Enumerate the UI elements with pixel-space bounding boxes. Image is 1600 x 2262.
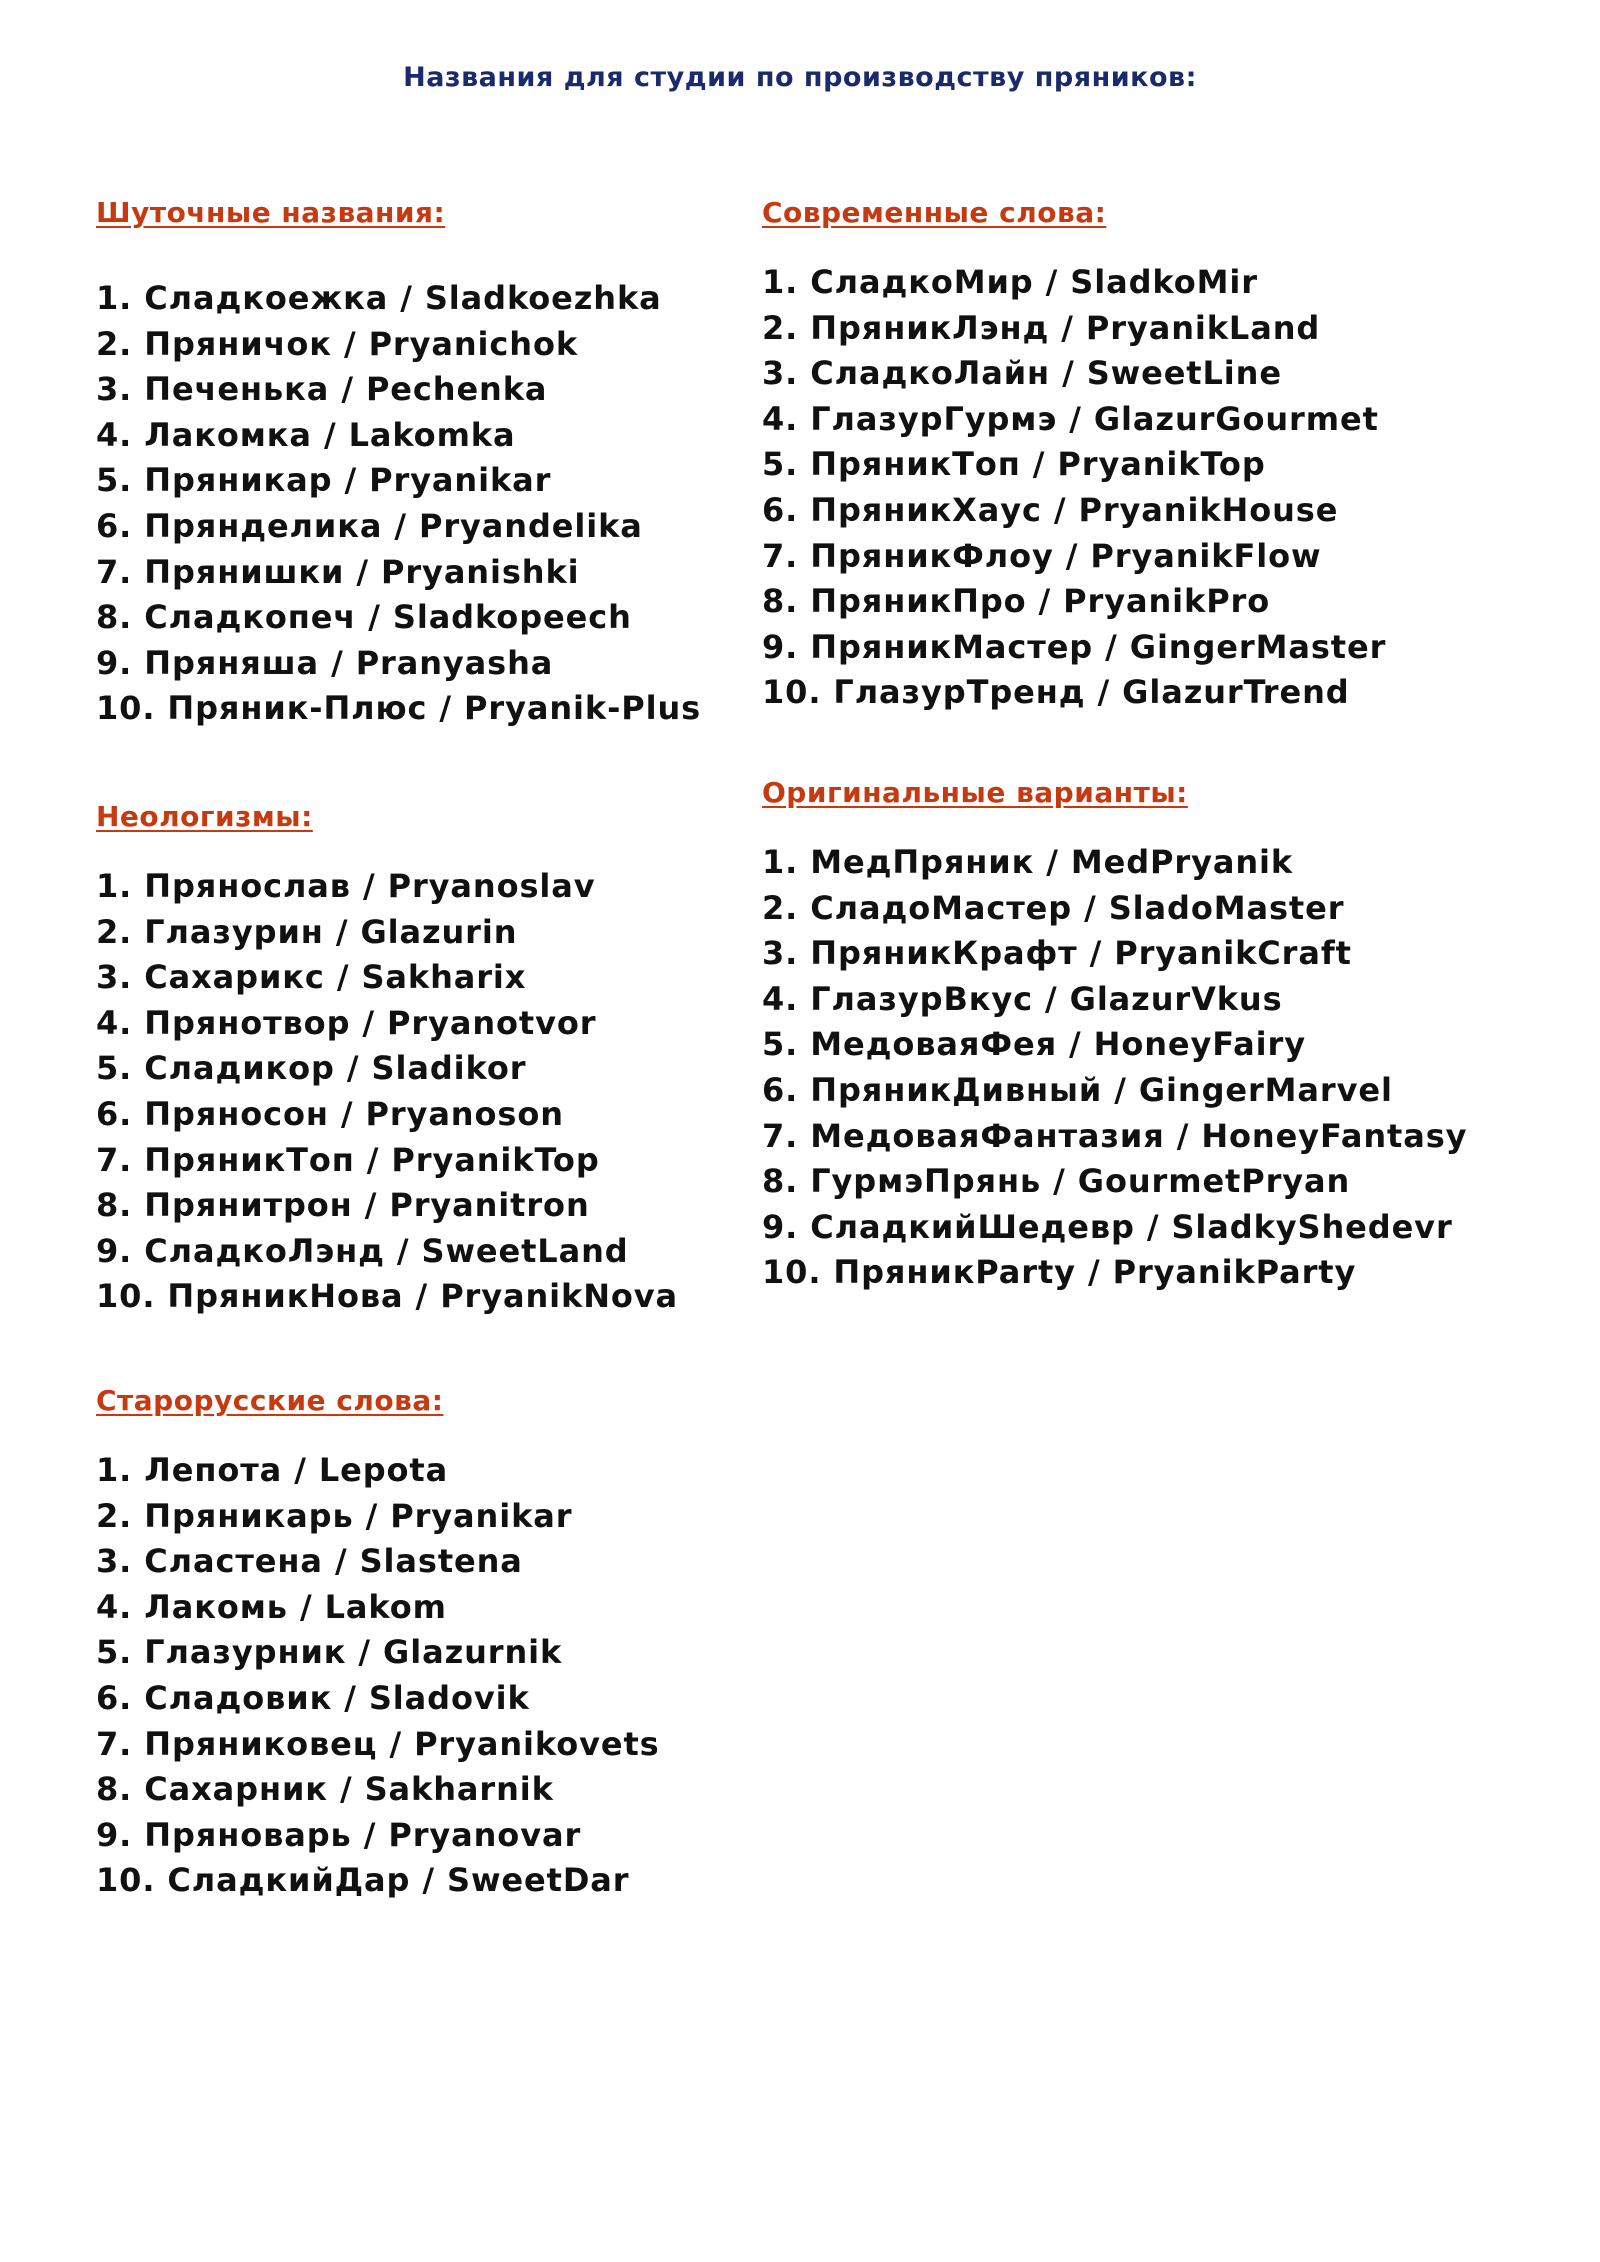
list-item: 2. СладоМастер / SladoMaster bbox=[762, 888, 1345, 927]
list-item: 6. Прянделика / Pryandelika bbox=[96, 506, 643, 545]
list-item: 2. Пряникарь / Pryanikar bbox=[96, 1496, 573, 1535]
list-item: 1. СладкоМир / SladkoMir bbox=[762, 263, 1258, 301]
list-item: 5. Сладикор / Sladikor bbox=[96, 1049, 527, 1088]
name-list bbox=[762, 840, 1467, 1296]
section-heading: Оригинальные варианты: bbox=[762, 776, 1188, 809]
list-item: 8. Прянитрон / Pryanitron bbox=[96, 1186, 590, 1225]
list-item: 10. СладкийДар / SweetDar bbox=[96, 1861, 630, 1900]
list-item: 8. ПряникПро / PryanikPro bbox=[762, 582, 1271, 621]
list-item: 1. Прянослав / Pryanoslav bbox=[96, 867, 596, 905]
list-item: 7. Пряниковец / Pryanikovets bbox=[96, 1724, 660, 1763]
list-item: 4. ГлазурГурмэ / GlazurGourmet bbox=[762, 399, 1379, 438]
section-heading: Старорусские слова: bbox=[96, 1384, 444, 1417]
list-item: 10. ПряникParty / PryanikParty bbox=[762, 1253, 1357, 1292]
list-item: 8. ГурмэПрянь / GourmetPryan bbox=[762, 1162, 1351, 1201]
page-title: Названия для студии по производству пряников: bbox=[403, 62, 1197, 93]
list-item: 7. МедоваяФантазия / HoneyFantasy bbox=[762, 1116, 1468, 1155]
list-item: 10. ГлазурТренд / GlazurTrend bbox=[762, 673, 1350, 712]
name-list bbox=[96, 864, 678, 1320]
section-heading: Неологизмы: bbox=[96, 800, 313, 833]
list-item: 5. Пряникар / Pryanikar bbox=[96, 461, 552, 500]
list-item: 5. Глазурник / Glazurnik bbox=[96, 1633, 563, 1672]
section-old-russian bbox=[96, 1384, 660, 1904]
section-heading: Современные слова: bbox=[762, 196, 1107, 229]
list-item: 6. ПряникХаус / PryanikHouse bbox=[762, 490, 1339, 529]
list-item: 3. СладкоЛайн / SweetLine bbox=[762, 354, 1282, 393]
section-modern-words bbox=[762, 196, 1386, 716]
list-item: 3. ПряникКрафт / PryanikCraft bbox=[762, 934, 1352, 973]
list-item: 4. Лакомка / Lakomka bbox=[96, 415, 516, 454]
list-item: 1. Лепота / Lepota bbox=[96, 1451, 449, 1489]
list-item: 2. Пряничок / Pryanichok bbox=[96, 324, 579, 363]
list-item: 9. СладкийШедевр / SladkyShedevr bbox=[762, 1207, 1453, 1246]
name-list bbox=[762, 260, 1386, 716]
list-item: 7. Прянишки / Pryanishki bbox=[96, 552, 580, 591]
list-item: 10. ПряникНова / PryanikNova bbox=[96, 1277, 679, 1316]
list-item: 6. Пряносон / Pryanoson bbox=[96, 1094, 564, 1133]
name-list bbox=[96, 276, 701, 732]
list-item: 7. ПряникФлоу / PryanikFlow bbox=[762, 536, 1322, 575]
list-item: 6. ПряникДивный / GingerMarvel bbox=[762, 1070, 1393, 1109]
list-item: 4. Прянотвор / Pryanotvor bbox=[96, 1003, 597, 1042]
list-item: 2. Глазурин / Glazurin bbox=[96, 912, 518, 951]
list-item: 3. Печенька / Pechenka bbox=[96, 370, 548, 409]
list-item: 9. СладкоЛэнд / SweetLand bbox=[96, 1231, 629, 1270]
section-joke-names bbox=[96, 196, 701, 732]
list-item: 9. ПряникМастер / GingerMaster bbox=[762, 627, 1387, 666]
list-item: 5. МедоваяФея / HoneyFairy bbox=[762, 1025, 1306, 1064]
list-item: 1. МедПряник / MedPryanik bbox=[762, 843, 1294, 881]
list-item: 4. Лакомь / Lakom bbox=[96, 1587, 447, 1626]
list-item: 6. Сладовик / Sladovik bbox=[96, 1678, 530, 1717]
section-original-variants bbox=[762, 776, 1467, 1296]
list-item: 10. Пряник-Плюс / Pryanik-Plus bbox=[96, 689, 702, 728]
list-item: 9. Пряноварь / Pryanovar bbox=[96, 1815, 582, 1854]
list-item: 7. ПряникТоп / PryanikTop bbox=[96, 1140, 600, 1179]
list-item: 8. Сахарник / Sakharnik bbox=[96, 1770, 554, 1809]
list-item: 4. ГлазурВкус / GlazurVkus bbox=[762, 979, 1283, 1018]
section-neologisms bbox=[96, 800, 678, 1320]
list-item: 8. Сладкопеч / Sladkopeech bbox=[96, 598, 632, 637]
list-item: 9. Пряняша / Pranyasha bbox=[96, 643, 554, 682]
section-heading: Шуточные названия: bbox=[96, 196, 446, 229]
list-item: 3. Сахарикс / Sakharix bbox=[96, 958, 527, 997]
list-item: 5. ПряникТоп / PryanikTop bbox=[762, 445, 1266, 484]
list-item: 1. Сладкоежка / Sladkoezhka bbox=[96, 279, 662, 317]
list-item: 3. Сластена / Slastena bbox=[96, 1542, 523, 1581]
list-item: 2. ПряникЛэнд / PryanikLand bbox=[762, 308, 1321, 347]
name-list bbox=[96, 1448, 660, 1904]
